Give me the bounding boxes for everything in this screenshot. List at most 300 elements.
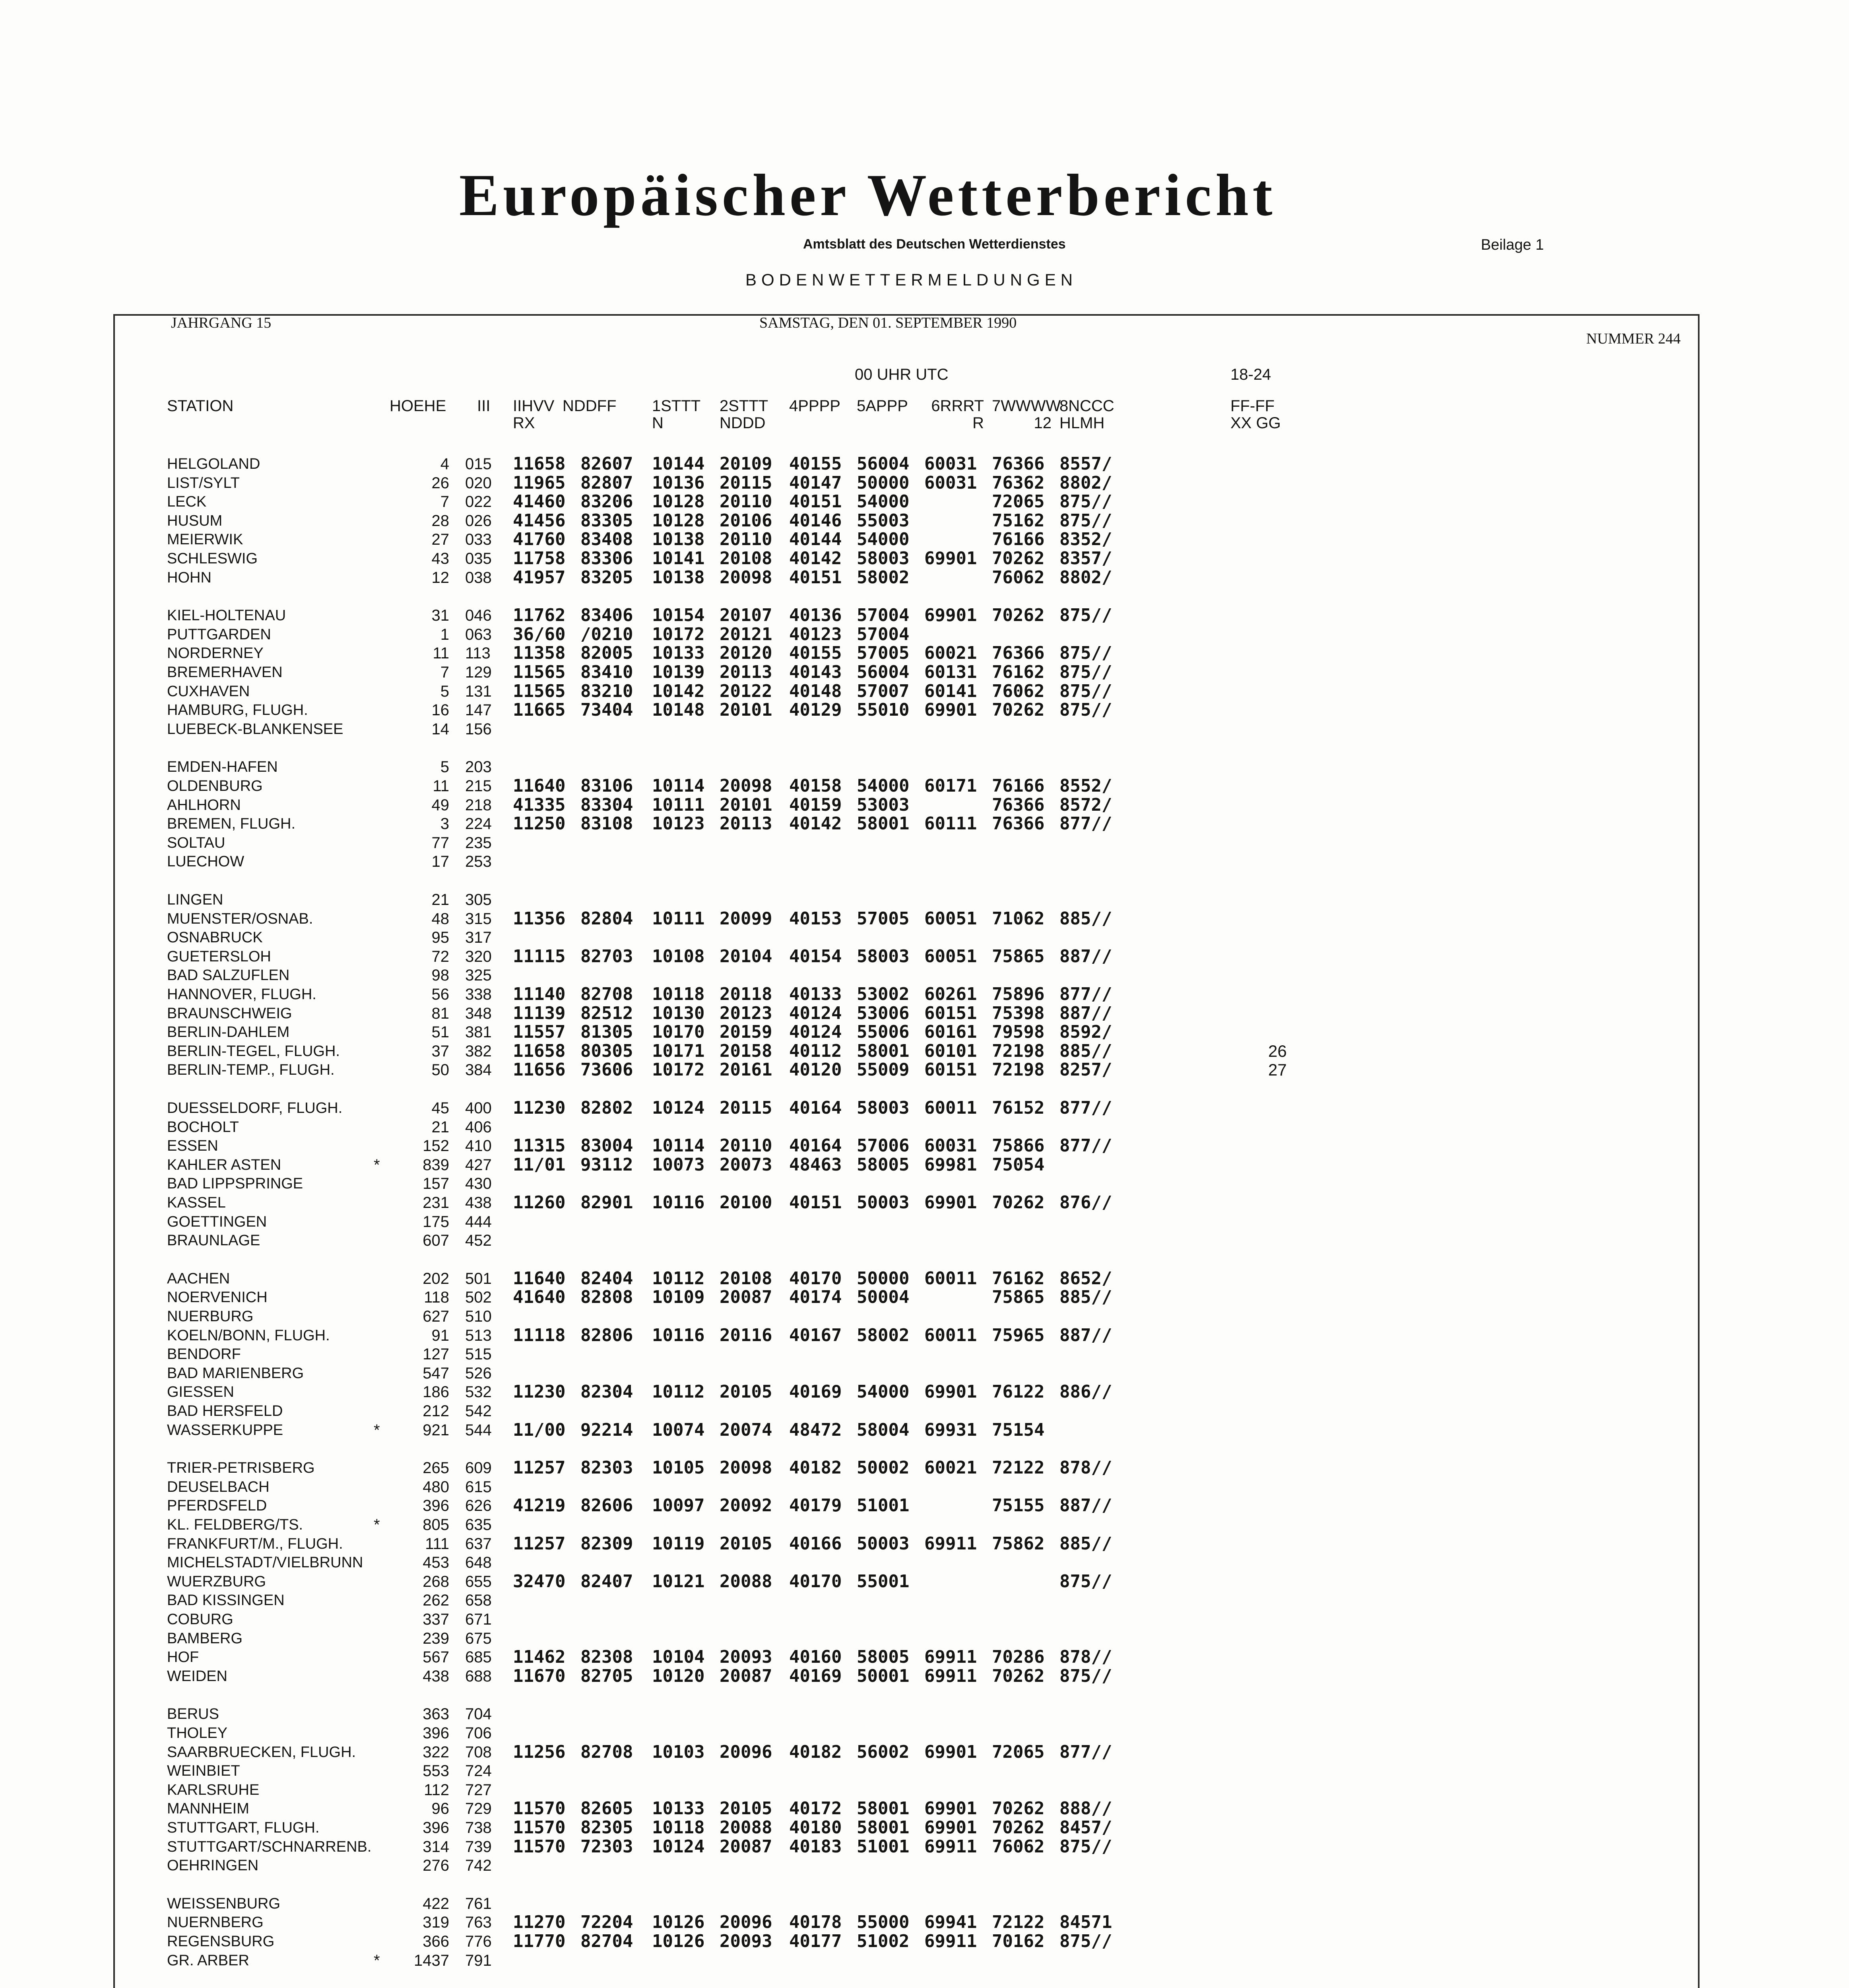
table-row	[0, 625, 1849, 644]
synop-group-8: 875//	[1059, 1836, 1112, 1857]
synop-group-6: 60101	[924, 1041, 977, 1061]
station-name: LECK	[167, 493, 207, 511]
synop-group-8: 887//	[1059, 1003, 1112, 1023]
synop-group-6: 60131	[924, 662, 977, 682]
station-index: 501	[465, 1270, 492, 1287]
synop-group-4: 40170	[789, 1571, 842, 1592]
station-name: PUTTGARDEN	[167, 626, 271, 643]
beilage-label: Beilage 1	[1481, 237, 1544, 253]
synop-group-1: 83306	[580, 548, 633, 569]
station-index: 761	[465, 1895, 492, 1912]
synop-group-6: 69911	[924, 1836, 977, 1857]
col-station: STATION	[167, 397, 234, 415]
station-index: 452	[465, 1232, 492, 1250]
table-row	[0, 1099, 1849, 1118]
synop-group-5: 57006	[857, 1136, 910, 1156]
synop-group-2: 10142	[652, 681, 705, 701]
synop-group-2: 10118	[652, 984, 705, 1004]
synop-group-8: 875//	[1059, 510, 1112, 531]
synop-group-8: 875//	[1059, 1571, 1112, 1592]
station-name: LUECHOW	[167, 853, 244, 870]
station-height: 49	[431, 796, 449, 814]
station-name: MUENSTER/OSNAB.	[167, 910, 313, 927]
station-index: 544	[465, 1421, 492, 1439]
synop-group-5: 55003	[857, 510, 910, 531]
station-index: 381	[465, 1023, 492, 1041]
station-index: 655	[465, 1573, 492, 1590]
synop-group-7: 75865	[992, 946, 1045, 967]
table-row	[0, 606, 1849, 625]
synop-group-1: 82806	[580, 1325, 633, 1345]
synop-group-3: 20115	[720, 472, 772, 493]
station-index: 648	[465, 1554, 492, 1572]
synop-group-2: 10073	[652, 1154, 705, 1175]
synop-group-8: 886//	[1059, 1382, 1112, 1402]
synop-group-8: 875//	[1059, 700, 1112, 720]
station-index: 430	[465, 1175, 492, 1193]
station-height: 337	[423, 1611, 449, 1628]
synop-group-1: 82304	[580, 1382, 633, 1402]
synop-group-5: 58002	[857, 567, 910, 588]
station-index: 444	[465, 1213, 492, 1231]
synop-group-7: 76062	[992, 567, 1045, 588]
synop-group-0: 11462	[513, 1647, 566, 1668]
station-index: 317	[465, 929, 492, 947]
station-name: BERUS	[167, 1706, 219, 1723]
station-height: 27	[431, 531, 449, 549]
synop-group-5: 50003	[857, 1192, 910, 1213]
synop-group-5: 51001	[857, 1495, 910, 1516]
station-name: HOF	[167, 1649, 199, 1666]
col-c8: 8NCCC HLMH	[1059, 397, 1114, 432]
station-name: MICHELSTADT/VIELBRUNN	[167, 1554, 363, 1571]
station-height: 96	[431, 1800, 449, 1818]
synop-group-2: 10116	[652, 1325, 705, 1345]
synop-group-5: 50000	[857, 472, 910, 493]
synop-group-8: 878//	[1059, 1647, 1112, 1668]
synop-group-8: 8352/	[1059, 529, 1112, 550]
synop-group-7: 75896	[992, 984, 1045, 1004]
synop-group-4: 40172	[789, 1798, 842, 1819]
synop-group-7: 75965	[992, 1325, 1045, 1345]
synop-group-2: 10124	[652, 1836, 705, 1857]
synop-group-6: 69901	[924, 548, 977, 569]
synop-group-2: 10144	[652, 454, 705, 474]
synop-group-3: 20098	[720, 1458, 772, 1478]
synop-group-5: 54000	[857, 776, 910, 796]
station-height: 7	[440, 664, 449, 681]
synop-group-5: 50001	[857, 1666, 910, 1686]
table-row	[0, 1534, 1849, 1553]
synop-group-4: 40147	[789, 472, 842, 493]
synop-group-8: 8257/	[1059, 1060, 1112, 1080]
table-row	[0, 549, 1849, 568]
station-height: 5	[440, 682, 449, 700]
synop-group-4: 40164	[789, 1098, 842, 1118]
synop-group-8: 8802/	[1059, 567, 1112, 588]
synop-group-3: 20096	[720, 1912, 772, 1933]
table-row	[0, 985, 1849, 1004]
station-height: 11	[433, 645, 449, 662]
station-name: PFERDSFELD	[167, 1497, 267, 1514]
col-c2: 1STTT N	[652, 397, 701, 432]
synop-group-5: 51002	[857, 1931, 910, 1951]
synop-group-6: 69981	[924, 1154, 977, 1175]
synop-group-6: 69931	[924, 1419, 977, 1440]
synop-group-0: 41957	[513, 567, 566, 588]
synop-group-7: 76366	[992, 454, 1045, 474]
synop-group-3: 20088	[720, 1571, 772, 1592]
station-index: 763	[465, 1914, 492, 1932]
station-name: BERLIN-TEGEL, FLUGH.	[167, 1043, 340, 1060]
synop-group-8: 875//	[1059, 681, 1112, 701]
synop-group-1: 82404	[580, 1268, 633, 1289]
table-row	[0, 1023, 1849, 1042]
synop-group-4: 40174	[789, 1287, 842, 1308]
synop-group-7: 76062	[992, 681, 1045, 701]
synop-group-7: 75862	[992, 1533, 1045, 1554]
synop-group-5: 58001	[857, 1798, 910, 1819]
station-index: 704	[465, 1705, 492, 1723]
station-name: STUTTGART/SCHNARRENB.	[167, 1838, 372, 1855]
synop-group-6: 69901	[924, 1382, 977, 1402]
synop-group-0: 11250	[513, 813, 566, 834]
synop-group-1: 82708	[580, 984, 633, 1004]
table-row	[0, 1193, 1849, 1212]
station-name: GOETTINGEN	[167, 1213, 267, 1230]
issue-number: NUMMER 244	[1586, 330, 1681, 347]
synop-group-3: 20108	[720, 548, 772, 569]
station-index: 427	[465, 1156, 492, 1174]
synop-group-0: 11656	[513, 1060, 566, 1080]
synop-group-5: 50003	[857, 1533, 910, 1554]
table-row	[0, 1155, 1849, 1175]
station-name: CUXHAVEN	[167, 683, 250, 700]
synop-group-8: 877//	[1059, 984, 1112, 1004]
synop-group-4: 40178	[789, 1912, 842, 1933]
table-row	[0, 1799, 1849, 1818]
col-c9: FF-FF XX GG	[1230, 397, 1281, 432]
synop-group-7: 72198	[992, 1060, 1045, 1080]
synop-group-1: 72303	[580, 1836, 633, 1857]
synop-group-0: 11118	[513, 1325, 566, 1345]
synop-group-6: 60051	[924, 908, 977, 929]
table-row	[0, 1345, 1849, 1364]
table-row	[0, 1610, 1849, 1629]
table-row	[0, 1515, 1849, 1534]
synop-group-3: 20106	[720, 510, 772, 531]
station-index: 708	[465, 1743, 492, 1761]
synop-group-1: 83206	[580, 491, 633, 512]
station-name: KL. FELDBERG/TS.	[167, 1516, 303, 1533]
station-height: 3	[440, 815, 449, 833]
synop-group-4: 40151	[789, 1192, 842, 1213]
station-height: 4	[440, 455, 449, 473]
station-name: BAD SALZUFLEN	[167, 967, 290, 984]
station-index: 063	[465, 625, 492, 643]
station-index: 658	[465, 1592, 492, 1609]
station-height: 314	[423, 1838, 449, 1856]
station-index: 513	[465, 1326, 492, 1344]
synop-group-7: 76366	[992, 643, 1045, 664]
synop-group-1: 82703	[580, 946, 633, 967]
synop-group-0: 41760	[513, 529, 566, 550]
synop-group-8: 876//	[1059, 1192, 1112, 1213]
table-row	[0, 1060, 1849, 1079]
station-index: 675	[465, 1629, 492, 1647]
table-row	[0, 1837, 1849, 1856]
station-index: 156	[465, 720, 492, 738]
col-c1: NDDFF	[563, 397, 617, 415]
station-index: 729	[465, 1800, 492, 1818]
station-index: 706	[465, 1724, 492, 1742]
table-row	[0, 1118, 1849, 1137]
station-index: 526	[465, 1364, 492, 1382]
synop-group-6: 60161	[924, 1022, 977, 1043]
table-row	[0, 1288, 1849, 1307]
station-height: 43	[431, 550, 449, 567]
synop-group-0: 11315	[513, 1136, 566, 1156]
report-subtitle: Amtsblatt des Deutschen Wetterdienstes	[803, 237, 1066, 252]
station-height: 607	[423, 1232, 449, 1250]
synop-group-4: 40180	[789, 1817, 842, 1838]
table-row	[0, 1042, 1849, 1061]
synop-group-4: 40143	[789, 662, 842, 682]
synop-group-6: 60151	[924, 1060, 977, 1080]
synop-group-2: 10172	[652, 624, 705, 645]
synop-group-2: 10148	[652, 700, 705, 720]
station-name: OSNABRUCK	[167, 929, 263, 946]
station-index: 542	[465, 1402, 492, 1420]
station-name: GIESSEN	[167, 1384, 234, 1401]
station-name: COBURG	[167, 1611, 233, 1628]
synop-group-0: 32470	[513, 1571, 566, 1592]
synop-group-7: 75865	[992, 1287, 1045, 1308]
synop-group-7: 70286	[992, 1647, 1045, 1668]
synop-group-2: 10172	[652, 1060, 705, 1080]
table-row	[0, 1667, 1849, 1686]
synop-group-1: 82305	[580, 1817, 633, 1838]
station-height: 396	[423, 1724, 449, 1742]
station-name: ESSEN	[167, 1138, 218, 1155]
station-name: SAARBRUECKEN, FLUGH.	[167, 1743, 356, 1761]
col-iii: III	[477, 397, 491, 415]
synop-group-0: 11658	[513, 1041, 566, 1061]
synop-group-1: 82303	[580, 1458, 633, 1478]
synop-group-7: 76162	[992, 662, 1045, 682]
station-name: GR. ARBER	[167, 1952, 249, 1969]
synop-group-7: 72198	[992, 1041, 1045, 1061]
synop-group-3: 20105	[720, 1798, 772, 1819]
synop-group-0: 11230	[513, 1098, 566, 1118]
synop-group-6: 60011	[924, 1098, 977, 1118]
synop-group-3: 20122	[720, 681, 772, 701]
synop-group-3: 20158	[720, 1041, 772, 1061]
station-index: 515	[465, 1345, 492, 1363]
station-height: 276	[423, 1857, 449, 1875]
synop-group-5: 55009	[857, 1060, 910, 1080]
station-name: WEISSENBURG	[167, 1895, 281, 1912]
synop-group-4: 40153	[789, 908, 842, 929]
table-row	[0, 1326, 1849, 1345]
station-height: 627	[423, 1308, 449, 1325]
synop-group-0: 11257	[513, 1533, 566, 1554]
synop-group-8: 877//	[1059, 1136, 1112, 1156]
synop-group-0: 11115	[513, 946, 566, 967]
synop-group-2: 10141	[652, 548, 705, 569]
synop-group-7: 75398	[992, 1003, 1045, 1023]
synop-group-7: 75154	[992, 1419, 1045, 1440]
station-index: 384	[465, 1061, 492, 1079]
synop-group-5: 58001	[857, 813, 910, 834]
synop-group-0: 11356	[513, 908, 566, 929]
synop-group-1: 93112	[580, 1154, 633, 1175]
station-name: EMDEN-HAFEN	[167, 759, 278, 776]
synop-group-0: 11565	[513, 662, 566, 682]
synop-group-6: 60141	[924, 681, 977, 701]
table-row	[0, 947, 1849, 966]
synop-group-4: 40133	[789, 984, 842, 1004]
synop-group-6: 60021	[924, 643, 977, 664]
date-label: SAMSTAG, DEN 01. SEPTEMBER 1990	[759, 315, 1017, 331]
synop-group-2: 10126	[652, 1912, 705, 1933]
table-row	[0, 1648, 1849, 1667]
station-name: BAMBERG	[167, 1630, 243, 1647]
table-row	[0, 757, 1849, 777]
station-height: 231	[423, 1194, 449, 1211]
station-height: 72	[431, 947, 449, 965]
table-row	[0, 1402, 1849, 1421]
synop-group-2: 10119	[652, 1533, 705, 1554]
synop-group-8: 8572/	[1059, 794, 1112, 815]
station-name: SOLTAU	[167, 834, 225, 851]
table-row	[0, 1951, 1849, 1970]
station-name: KOELN/BONN, FLUGH.	[167, 1327, 330, 1344]
synop-group-6: 69911	[924, 1666, 977, 1686]
table-row	[0, 1421, 1849, 1440]
station-name: THOLEY	[167, 1725, 228, 1741]
synop-group-5: 55006	[857, 1022, 910, 1043]
synop-group-4: 40158	[789, 776, 842, 796]
synop-group-5: 58005	[857, 1647, 910, 1668]
synop-group-4: 40129	[789, 700, 842, 720]
synop-group-0: 11570	[513, 1817, 566, 1838]
station-index: 609	[465, 1459, 492, 1477]
synop-group-1: 82512	[580, 1003, 633, 1023]
table-row	[0, 644, 1849, 663]
synop-group-5: 56004	[857, 662, 910, 682]
station-index: 724	[465, 1762, 492, 1780]
table-row	[0, 1212, 1849, 1231]
station-height: 12	[431, 569, 449, 586]
synop-group-1: 72204	[580, 1912, 633, 1933]
synop-group-0: 11570	[513, 1798, 566, 1819]
station-height: 319	[423, 1914, 449, 1932]
station-height: 16	[431, 701, 449, 719]
col-c6: 6RRRT R	[931, 397, 984, 432]
synop-group-8: 878//	[1059, 1458, 1112, 1478]
station-name: BAD MARIENBERG	[167, 1365, 304, 1382]
synop-group-2: 10109	[652, 1287, 705, 1308]
station-name: TRIER-PETRISBERG	[167, 1460, 315, 1477]
station-name: HOHN	[167, 569, 211, 586]
synop-group-4: 40179	[789, 1495, 842, 1516]
station-index: 224	[465, 815, 492, 833]
station-height: 7	[440, 493, 449, 511]
synop-group-8: 84571	[1059, 1912, 1112, 1933]
synop-group-4: 40169	[789, 1382, 842, 1402]
synop-group-3: 20073	[720, 1154, 772, 1175]
synop-group-2: 10114	[652, 1136, 705, 1156]
station-index: 727	[465, 1781, 492, 1799]
station-name: WEINBIET	[167, 1763, 240, 1780]
station-name: HELGOLAND	[167, 456, 260, 472]
synop-group-1: 82309	[580, 1533, 633, 1554]
table-row	[0, 454, 1849, 474]
station-height: 31	[431, 607, 449, 625]
station-height: 112	[424, 1781, 449, 1799]
table-row	[0, 1477, 1849, 1497]
synop-group-7: 72122	[992, 1912, 1045, 1933]
synop-group-4: 40142	[789, 813, 842, 834]
synop-group-7: 72065	[992, 1741, 1045, 1762]
synop-group-4: 40124	[789, 1003, 842, 1023]
station-index: 218	[465, 796, 492, 814]
station-height: 77	[431, 834, 449, 852]
synop-group-7: 70262	[992, 1192, 1045, 1213]
synop-group-6: 60171	[924, 776, 977, 796]
synop-group-4: 40151	[789, 567, 842, 588]
synop-group-1: 82807	[580, 472, 633, 493]
table-row	[0, 1004, 1849, 1023]
station-index: 046	[465, 607, 492, 625]
station-name: BAD LIPPSPRINGE	[167, 1175, 303, 1192]
station-index: 033	[465, 531, 492, 549]
table-row	[0, 1629, 1849, 1648]
station-name: BRAUNLAGE	[167, 1232, 260, 1249]
station-index: 671	[465, 1611, 492, 1628]
station-height: 5	[440, 758, 449, 776]
synop-group-7: 70262	[992, 1817, 1045, 1838]
synop-group-1: 83205	[580, 567, 633, 588]
synop-group-3: 20110	[720, 1136, 772, 1156]
synop-group-3: 20113	[720, 813, 772, 834]
synop-group-0: 11658	[513, 454, 566, 474]
synop-group-7: 75162	[992, 510, 1045, 531]
synop-group-1: 82808	[580, 1287, 633, 1308]
synop-group-7: 70262	[992, 548, 1045, 569]
table-row	[0, 833, 1849, 852]
synop-group-4: 40136	[789, 605, 842, 626]
table-row	[0, 966, 1849, 985]
synop-group-3: 20093	[720, 1931, 772, 1951]
station-height: 56	[431, 986, 449, 1003]
synop-group-2: 10128	[652, 510, 705, 531]
synop-group-0: 11670	[513, 1666, 566, 1686]
synop-group-1: 82308	[580, 1647, 633, 1668]
report-title: Europäischer Wetterbericht	[459, 162, 1277, 228]
station-height: 91	[431, 1326, 449, 1344]
station-height: 322	[423, 1743, 449, 1761]
synop-group-5: 58003	[857, 946, 910, 967]
table-row	[0, 1553, 1849, 1572]
col-c0: IIHVV RX	[513, 397, 555, 432]
synop-group-4: 40146	[789, 510, 842, 531]
synop-group-0: 11/00	[513, 1419, 566, 1440]
station-height: 98	[431, 967, 449, 984]
station-index: 410	[465, 1137, 492, 1155]
synop-group-2: 10139	[652, 662, 705, 682]
